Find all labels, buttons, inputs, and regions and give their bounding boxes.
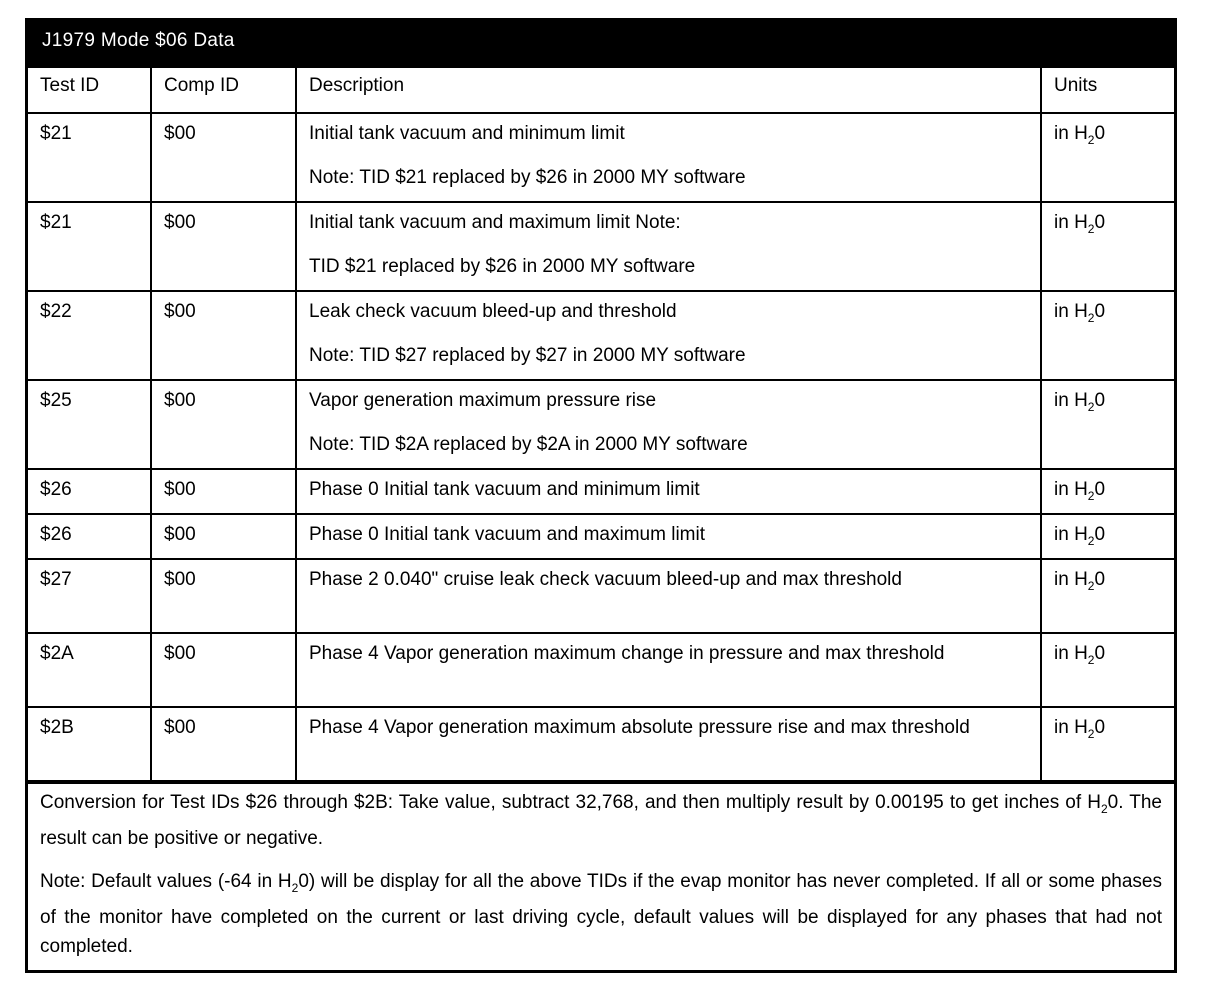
cell-description <box>296 380 1041 469</box>
default-values-note: Note: Default values (-64 in $H_20$) will be display for all the above TIDs if the evap monitor has never completed. If all or some phases of the monitor have completed on the current or last driving cycle, default values will be displayed for any phases that had not completed. <box>40 870 1162 957</box>
cell-test-id: $2A <box>28 633 151 707</box>
header-units: Units <box>1041 68 1174 113</box>
description-text: Initial tank vacuum and minimum limit <box>309 123 625 144</box>
header-test-id: Test ID <box>28 68 151 113</box>
table-row <box>28 380 1174 469</box>
description-text: Initial tank vacuum and maximum limit Note: <box>309 212 681 233</box>
table-row <box>28 559 1174 633</box>
mode06-table-frame <box>25 18 1177 973</box>
table-footer <box>28 782 1174 961</box>
table-title: J1979 Mode $06 Data <box>28 21 1174 68</box>
description-note: Note: TID $21 replaced by $26 in 2000 MY software <box>309 167 746 188</box>
description-note: TID $21 replaced by $26 in 2000 MY software <box>309 256 696 277</box>
mode06-table <box>28 68 1174 782</box>
cell-units: in $H_20$ <box>1041 291 1174 380</box>
cell-test-id: $26 <box>28 514 151 559</box>
cell-comp-id: $00 <box>151 291 296 380</box>
header-row <box>28 68 1174 113</box>
description-text: Phase 0 Initial tank vacuum and minimum limit <box>309 479 700 500</box>
cell-comp-id: $00 <box>151 113 296 202</box>
cell-test-id: $27 <box>28 559 151 633</box>
cell-units: in $H_20$ <box>1041 707 1174 781</box>
table-row <box>28 707 1174 781</box>
conversion-note: Conversion for Test IDs $26 through $2B: Take value, subtract 32,768, and then multiply result by 0.00195 to get inches of $H_20$. The result can be positive or negative. <box>40 792 1162 849</box>
cell-test-id: $21 <box>28 202 151 291</box>
cell-description <box>296 113 1041 202</box>
cell-comp-id: $00 <box>151 633 296 707</box>
table-row <box>28 113 1174 202</box>
description-text: Leak check vacuum bleed-up and threshold <box>309 301 677 322</box>
cell-units: in $H_20$ <box>1041 380 1174 469</box>
cell-units: in $H_20$ <box>1041 469 1174 514</box>
cell-comp-id: $00 <box>151 202 296 291</box>
cell-test-id: $25 <box>28 380 151 469</box>
table-row <box>28 633 1174 707</box>
cell-comp-id: $00 <box>151 559 296 633</box>
cell-description <box>296 559 1041 633</box>
cell-test-id: $26 <box>28 469 151 514</box>
cell-units: in $H_20$ <box>1041 113 1174 202</box>
description-note: Note: TID $2A replaced by $2A in 2000 MY software <box>309 434 748 455</box>
cell-comp-id: $00 <box>151 707 296 781</box>
header-description: Description <box>296 68 1041 113</box>
description-text: Phase 4 Vapor generation maximum absolute pressure rise and max threshold <box>309 717 970 738</box>
cell-description <box>296 707 1041 781</box>
description-text: Phase 4 Vapor generation maximum change in pressure and max threshold <box>309 643 945 664</box>
cell-test-id: $21 <box>28 113 151 202</box>
cell-test-id: $2B <box>28 707 151 781</box>
table-row <box>28 469 1174 514</box>
cell-description <box>296 469 1041 514</box>
cell-description <box>296 633 1041 707</box>
cell-description <box>296 202 1041 291</box>
cell-units: in $H_20$ <box>1041 559 1174 633</box>
description-text: Phase 0 Initial tank vacuum and maximum limit <box>309 524 705 545</box>
table-row <box>28 291 1174 380</box>
cell-comp-id: $00 <box>151 469 296 514</box>
table-row <box>28 514 1174 559</box>
header-comp-id: Comp ID <box>151 68 296 113</box>
cell-comp-id: $00 <box>151 514 296 559</box>
description-note: Note: TID $27 replaced by $27 in 2000 MY software <box>309 345 746 366</box>
cell-units: in $H_20$ <box>1041 514 1174 559</box>
cell-description <box>296 514 1041 559</box>
cell-comp-id: $00 <box>151 380 296 469</box>
table-row <box>28 202 1174 291</box>
description-text: Vapor generation maximum pressure rise <box>309 390 657 411</box>
cell-test-id: $22 <box>28 291 151 380</box>
cell-units: in $H_20$ <box>1041 633 1174 707</box>
cell-units: in $H_20$ <box>1041 202 1174 291</box>
cell-description <box>296 291 1041 380</box>
description-text: Phase 2 0.040" cruise leak check vacuum bleed-up and max threshold <box>309 569 902 590</box>
